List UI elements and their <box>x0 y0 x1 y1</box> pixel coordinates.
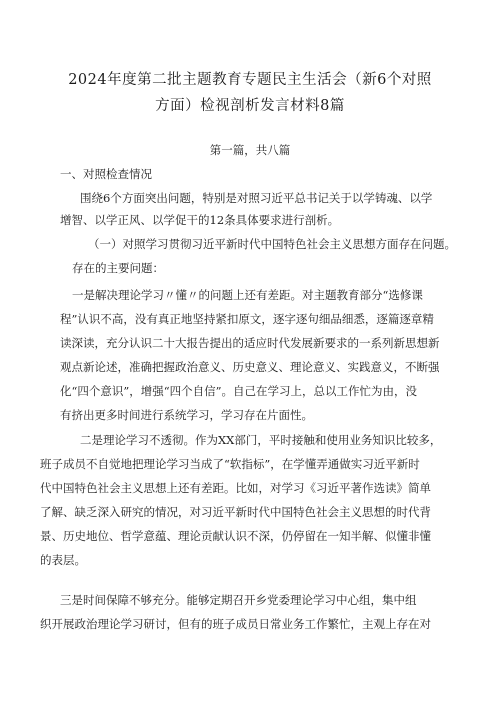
paragraph-line: 围绕6个方面突出问题，特别是对照习近平总书记关于以学铸魂、以学 <box>80 191 433 205</box>
paragraph-line: 的表层。 <box>40 553 86 567</box>
paragraph-line: 化“四个意识”，增强“四个自信”。自己在学习上，总以工作忙为由，没 <box>60 384 418 398</box>
subsection-heading: （一）对照学习贯彻习近平新时代中国特色社会主义思想方面存在问题。 <box>88 237 456 251</box>
paragraph-line: 一是解决理论学习〃懂〃的问题上还有差距。对主题教育部分“选修课 <box>72 288 423 302</box>
paragraph-line: 有挤出更多时间进行系统学习，学习存在片面性。 <box>60 408 313 422</box>
paragraph-line: 三是时间保障不够充分。能够定期召开乡党委理论学习中心组，集中组 <box>60 593 417 607</box>
paragraph-line: 代中国特色社会主义思想上还有差距。比如，对学习《习近平著作选读》简单 <box>40 481 431 495</box>
paragraph-line: 二是理论学习不透彻。作为XX部门，平时接触和使用业务知识比较多， <box>80 433 442 447</box>
paragraph-line: 了解、缺乏深入研究的情况，对习近平新时代中国特色社会主义思想的时代背 <box>40 505 431 519</box>
paragraph-line: 读深读，充分认识二十大报告提出的适应时代发展新要求的一系列新思想新 <box>60 336 440 350</box>
paragraph-line: 织开展政治理论学习研讨，但有的班子成员日常业务工作繁忙，主观上存在对 <box>40 617 431 631</box>
section-heading: 一、对照检查情况 <box>60 167 152 181</box>
paragraph-line: 存在的主要问题： <box>72 261 164 275</box>
paragraph-line: 增智、以学正风、以学促干的12条具体要求进行剖析。 <box>60 213 340 227</box>
paragraph-line: 景、历史地位、哲学意蕴、理论贡献认识不深，仍停留在一知半解、似懂非懂 <box>40 529 431 543</box>
paragraph-line: 程”认识不高，没有真正地坚持紧扣原文，逐字逐句细品细悉，逐篇逐章精 <box>60 312 434 326</box>
section-subtitle: 第一篇，共八篇 <box>209 143 291 157</box>
document-title-line-2: 方面）检视剖析发言材料8篇 <box>155 98 345 114</box>
paragraph-line: 观点新论述，准确把握政治意义、历史意义、理论意义、实践意义，不断强 <box>60 360 440 374</box>
document-title-line-1: 2024年度第二批主题教育专题民主生活会（新6个对照 <box>68 72 432 88</box>
paragraph-line: 班子成员不自觉地把理论学习当成了“软指标”，在学懂弄通做实习近平新时 <box>40 457 420 471</box>
